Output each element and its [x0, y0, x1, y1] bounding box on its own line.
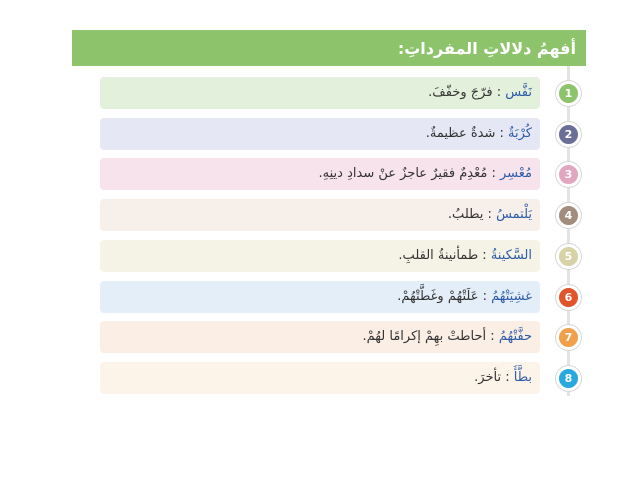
vocabulary-row	[100, 158, 540, 190]
vocabulary-term: كُرْبَةٌ	[508, 125, 532, 141]
vocabulary-entry	[363, 321, 532, 353]
item-number-badge: 2	[556, 122, 581, 147]
term-separator: :	[486, 329, 499, 345]
term-separator: :	[483, 207, 497, 223]
term-separator: :	[492, 85, 506, 100]
vocabulary-entry	[474, 362, 532, 394]
section-header	[72, 30, 586, 66]
vocabulary-definition: شدةٌ عظيمةٌ.	[425, 125, 496, 141]
vocabulary-term: بطَّأَ	[513, 369, 532, 385]
vocabulary-definition: عَلَتْهُمْ وغَطَّتْهُمْ.	[397, 288, 479, 304]
vocabulary-term: حفَّتْهُمُ	[498, 329, 532, 345]
vocabulary-term: غشِيَتْهُمُ	[491, 288, 532, 304]
item-number-badge: 8	[556, 366, 581, 391]
term-separator: :	[487, 166, 500, 182]
term-separator: :	[501, 369, 514, 385]
vocabulary-term: مُعْسِر	[499, 166, 532, 182]
vocabulary-row	[100, 77, 540, 109]
item-number-badge: 4	[556, 203, 581, 228]
vocabulary-entry	[448, 199, 532, 231]
vocabulary-term: نَفَّس	[505, 85, 532, 100]
term-separator: :	[478, 247, 491, 263]
item-number-badge: 7	[556, 325, 581, 350]
section-title: أفهمُ دلالاتِ المفرداتِ:	[397, 38, 576, 58]
vocabulary-entry	[426, 118, 532, 150]
vocabulary-term: يَلْتمسُ	[496, 207, 532, 223]
vocabulary-entry	[397, 281, 532, 313]
vocabulary-row	[100, 240, 540, 272]
vocabulary-term: السَّكينةُ	[490, 247, 532, 263]
vocabulary-definition: تأخرَ.	[474, 369, 502, 385]
vocabulary-definition: يطلبُ.	[447, 207, 484, 223]
vocabulary-row	[100, 199, 540, 231]
vocabulary-row	[100, 118, 540, 150]
item-number-badge: 6	[556, 285, 581, 310]
vocabulary-row	[100, 321, 540, 353]
vocabulary-row	[100, 362, 540, 394]
term-separator: :	[478, 288, 492, 304]
item-number-badge: 1	[556, 81, 581, 106]
vocabulary-row	[100, 281, 540, 313]
vocabulary-entry	[319, 158, 532, 190]
vocabulary-entry	[428, 77, 532, 109]
vocabulary-definition: فرّجَ وخفّفَ.	[428, 85, 493, 100]
vocabulary-definition: مُعْدِمٌ فقيرٌ عاجزٌ عنْ سدادِ دينِهِ.	[318, 166, 488, 182]
vocabulary-definition: أحاطتْ بهِمْ إكرامًا لهُمْ.	[362, 329, 487, 345]
vocabulary-definition: طمأنينةُ القلبِ.	[398, 247, 479, 263]
item-number-badge: 5	[556, 244, 581, 269]
item-number-badge: 3	[556, 162, 581, 187]
vocabulary-entry	[398, 240, 532, 272]
term-separator: :	[495, 125, 509, 141]
